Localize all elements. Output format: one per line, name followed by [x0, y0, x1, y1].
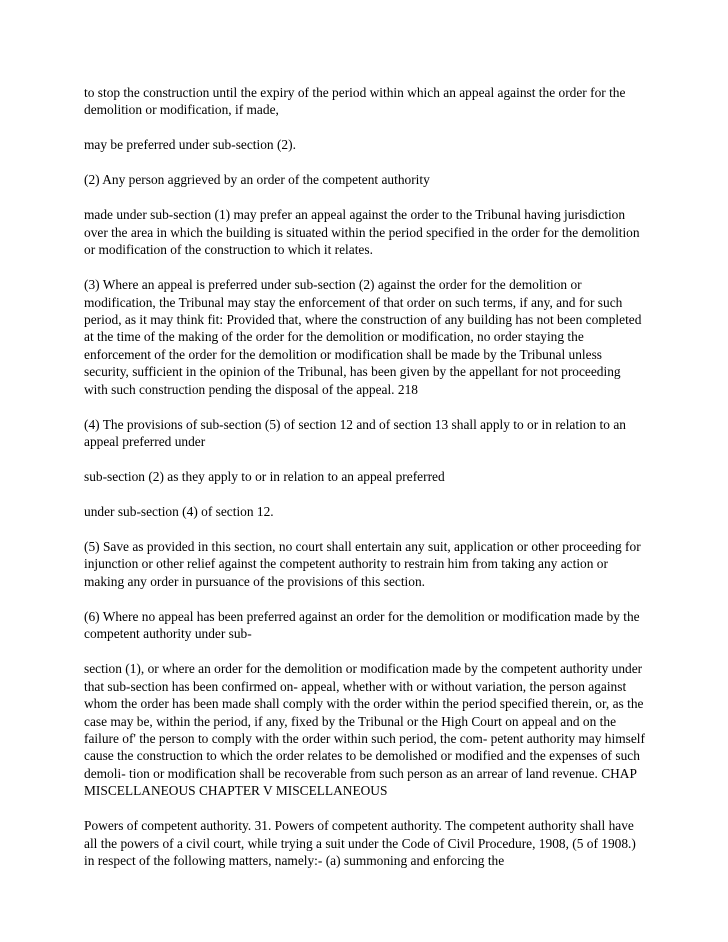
paragraph-compliance-and-chapter-v: section (1), or where an order for the demolition or modification made by the competent authority under that sub-section has been confirmed on- appeal, whether with or without variation, the person against whom the order has been made shall comply with the order within the period specified therein, or, as the case may be, within the period, if any, fixed by the Tribunal or the High Court on appeal and on the failure of' the person to comply with the order within such period, the com- petent authority may himself cause the construction to which the order relates to be demolished or modified and the expenses of such demoli- tion or modification shall be recoverable from such person as an arrear of land revenue. CHAP MISCELLANEOUS CHAPTER V MISCELLANEOUS — [84, 661, 645, 799]
paragraph-continuation-demolition-appeal: to stop the construction until the expiry of the period within which an appeal against the order for the demolition or modification, if made, — [84, 85, 626, 118]
paragraph-subsection-2-aggrieved: (2) Any person aggrieved by an order of the competent authority — [84, 172, 430, 188]
paragraph-appeal-to-tribunal: made under sub-section (1) may prefer an appeal against the order to the Tribunal having jurisdiction over the area in which the building is situated within the period specified in the order for the demolition or modification of the construction to which it relates. — [84, 207, 640, 258]
paragraph-subsection-4-provisions: (4) The provisions of sub-section (5) of section 12 and of section 13 shall apply to or in relation to an appeal preferred under — [84, 416, 626, 450]
paragraph-subsection-6-no-appeal: (6) Where no appeal has been preferred against an order for the demolition or modification made by the competent authority under sub- — [84, 608, 640, 642]
document-page — [84, 84, 646, 887]
paragraph-preferred-under-subsection-2: may be preferred under sub-section (2). — [84, 137, 296, 153]
paragraph-section-31-powers: Powers of competent authority. 31. Powers of competent authority. The competent authority shall have all the powers of a civil court, while trying a suit under the Code of Civil Procedure, 1908, (5 of 1908.) in respect of the following matters, namely:- (a) summoning and enforcing the — [84, 818, 636, 868]
paragraph-subsection-2-apply: sub-section (2) as they apply to or in relation to an appeal preferred — [84, 469, 445, 485]
paragraph-subsection-3-stay: (3) Where an appeal is preferred under sub-section (2) against the order for the demolition or modification, the Tribunal may stay the enforcement of that order on such terms, if any, and for such period, as it may think fit: Provided that, where the construction of any building has not been completed at the time of the making of the order for the demolition or modification, no order staying the enforcement of the order for the demolition or modification shall be made by the Tribunal unless security, sufficient in the opinion of the Tribunal, has been given by the appellant for not proceeding with such construction pending the disposal of the appeal. 218 — [84, 277, 642, 397]
paragraph-under-subsection-4-section-12: under sub-section (4) of section 12. — [84, 504, 274, 520]
paragraph-subsection-5-no-court: (5) Save as provided in this section, no court shall entertain any suit, application or other proceeding for injunction or other relief against the competent authority to restrain him from taking any action or making any order in pursuance of the provisions of this section. — [84, 539, 641, 589]
